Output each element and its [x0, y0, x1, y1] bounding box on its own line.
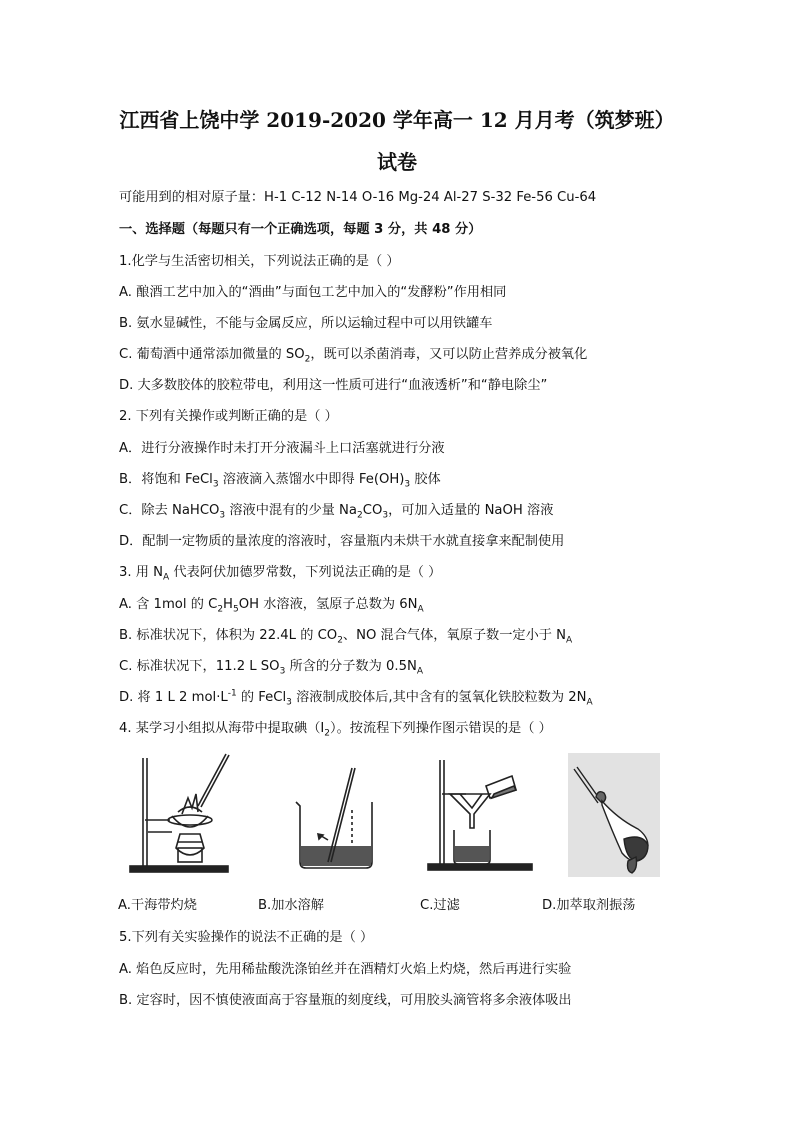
- figure-d-caption: D.加萃取剂振荡: [542, 898, 636, 913]
- question-2-option-c: C．除去 NaHCO$_3$ 溶液中混有的少量 $Na_2CO_3$，可加入适量的 NaOH 溶液: [119, 503, 554, 521]
- question-1-stem: 1.化学与生活密切相关，下列说法正确的是（ ）: [119, 254, 400, 269]
- question-3-option-c: C. 标准状况下，11.2 L $SO_3$ 所含的分子数为 $0.5N_A$: [119, 659, 424, 677]
- question-1-option-d: D. 大多数胶体的胶粒带电，利用这一性质可进行“血液透析”和“静电除尘”: [119, 378, 548, 393]
- atomic-masses-note: 可能用到的相对原子量：H-1 C-12 N-14 O-16 Mg-24 Al-27 S-32 Fe-56 Cu-64: [119, 190, 597, 205]
- filtration-apparatus-icon: [420, 750, 570, 880]
- crucible-burning-apparatus-icon: [118, 750, 268, 880]
- figure-c-caption: C.过滤: [420, 898, 460, 913]
- section-heading: 一、选择题（每题只有一个正确选项，每题 3 分，共 48 分）: [119, 222, 482, 237]
- question-3-option-d: D. 将 1 L 2 $mol\cdot L^{-1}$ 的 FeCl$_3$ 溶液制成胶体后,其中含有的氢氧化铁胶粒数为 $2N_A$: [119, 688, 593, 708]
- exam-title: 江西省上饶中学 2019-2020 学年高一 12 月月考（筑梦班）: [119, 108, 675, 132]
- question-1-option-a: A. 酿酒工艺中加入的“酒曲”与面包工艺中加入的“发酵粉”作用相同: [119, 285, 507, 300]
- question-1-option-b: B. 氨水显碱性，不能与金属反应，所以运输过程中可以用铁罐车: [119, 316, 493, 331]
- question-3-option-b: B. 标准状况下，体积为 22.4L 的 $CO_2$、NO 混合气体，氧原子数一定小于 $N_A$: [119, 628, 573, 646]
- figure-a-caption: A.干海带灼烧: [118, 898, 197, 913]
- figure-b-caption: B.加水溶解: [258, 898, 324, 913]
- beaker-stirring-icon: [282, 750, 432, 880]
- question-2-stem: 2. 下列有关操作或判断正确的是（ ）: [119, 409, 338, 424]
- question-2-option-a: A．进行分液操作时未打开分液漏斗上口活塞就进行分液: [119, 441, 445, 456]
- exam-title-line2: 试卷: [377, 150, 417, 174]
- question-1-option-c: C. 葡萄酒中通常添加微量的 $SO_2$，既可以杀菌消毒，又可以防止营养成分被氧化: [119, 347, 588, 365]
- separatory-funnel-shaking-icon: [568, 753, 660, 877]
- question-5-option-a: A. 焰色反应时，先用稀盐酸洗涤铂丝并在酒精灯火焰上灼烧，然后再进行实验: [119, 962, 572, 977]
- question-2-option-b: B．将饱和 FeCl$_3$ 溶液滴入蒸馏水中即得 $Fe(OH)_3$ 胶体: [119, 472, 441, 490]
- question-5-option-b: B. 定容时，因不慎使液面高于容量瓶的刻度线，可用胶头滴管将多余液体吸出: [119, 993, 572, 1008]
- question-5-stem: 5.下列有关实验操作的说法不正确的是（ ）: [119, 930, 374, 945]
- question-3-option-a: A. 含 1mol 的 $C_2H_5OH$ 水溶液，氢原子总数为 $6N_A$: [119, 597, 424, 615]
- question-4-stem: 4. 某学习小组拟从海带中提取碘$(I_2)$。按流程下列操作图示错误的是（ ）: [119, 721, 552, 739]
- question-3-stem: 3. 用 $N_A$ 代表阿伏加德罗常数，下列说法正确的是（ ）: [119, 565, 442, 583]
- question-2-option-d: D．配制一定物质的量浓度的溶液时，容量瓶内未烘干水就直接拿来配制使用: [119, 534, 565, 549]
